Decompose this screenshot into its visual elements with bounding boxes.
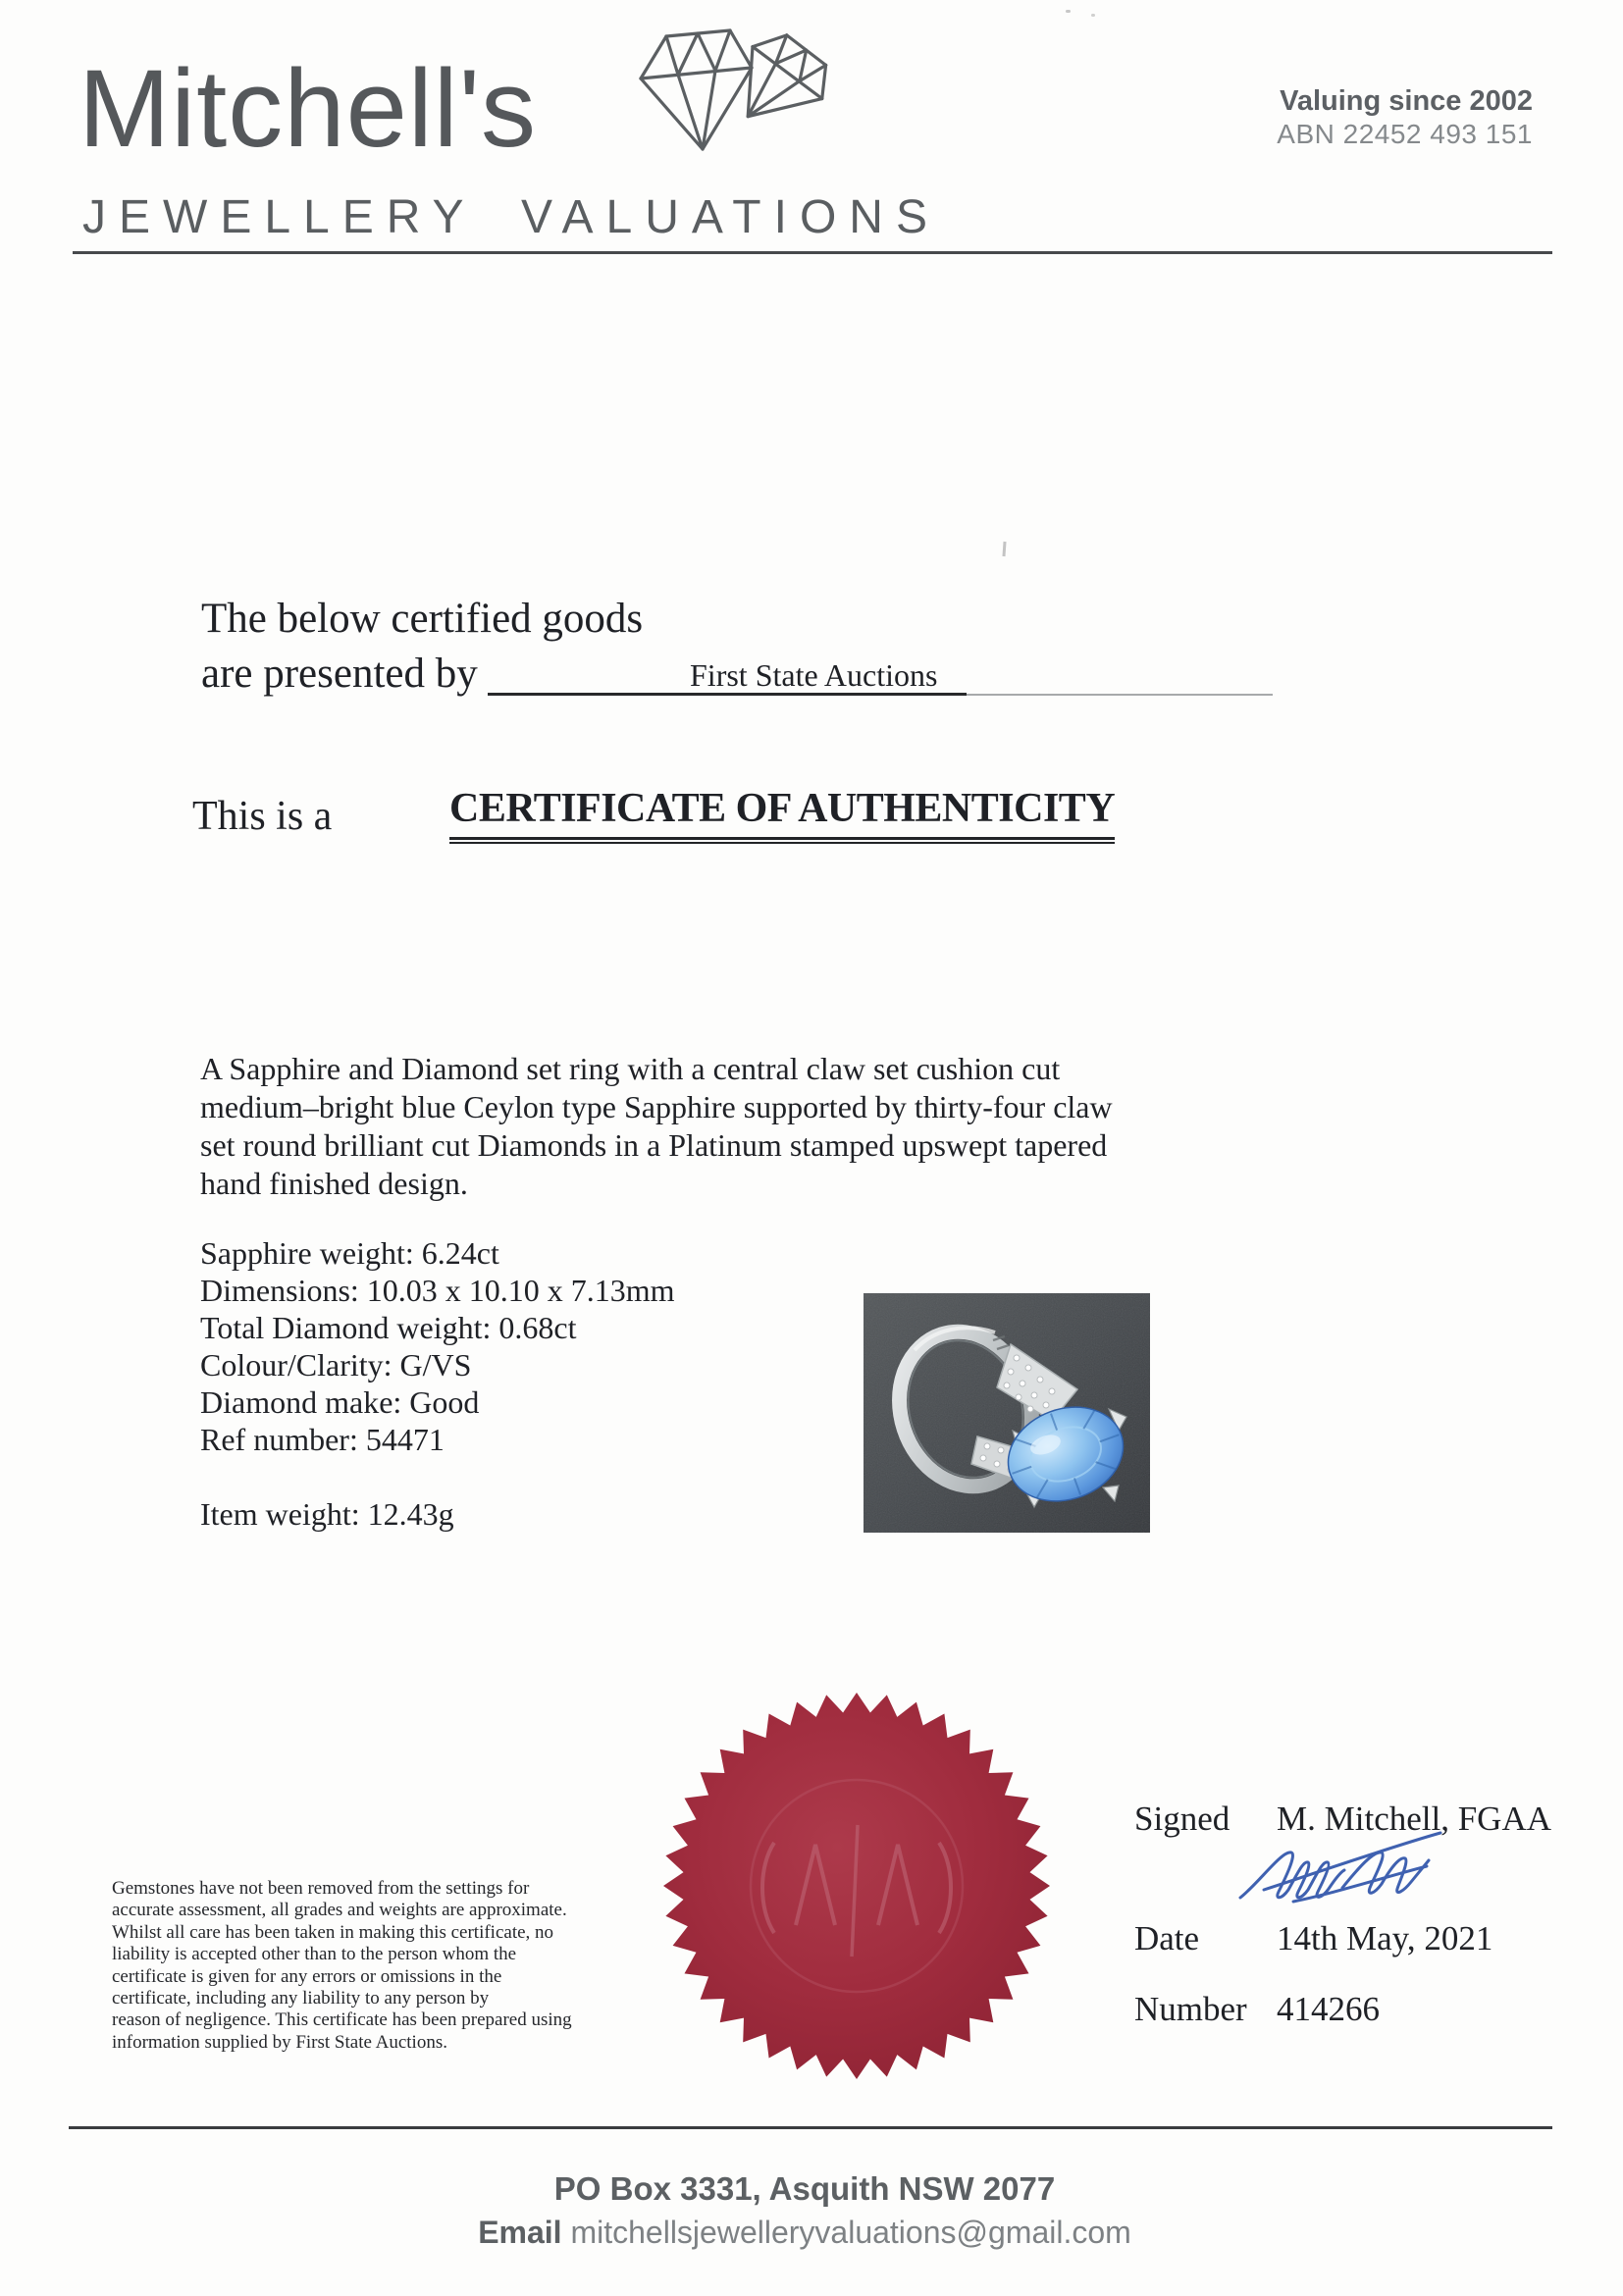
- spec-colour-clarity: Colour/Clarity: G/VS: [200, 1347, 472, 1383]
- diamonds-logo-icon: [633, 22, 835, 186]
- date-label: Date: [1134, 1919, 1200, 1957]
- scan-speck: [1091, 14, 1095, 17]
- embossed-seal: [660, 1690, 1053, 2082]
- footer-address: PO Box 3331, Asquith NSW 2077: [553, 2170, 1056, 2207]
- presenter-underline: [488, 693, 967, 696]
- spec-list: [200, 1234, 675, 1458]
- footer-email-label: Email: [478, 2215, 562, 2250]
- scan-speck: [1066, 10, 1071, 13]
- header-divider: [73, 251, 1552, 254]
- abn-text: ABN 22452 493 151: [1277, 119, 1533, 149]
- date-value: 14th May, 2021: [1277, 1919, 1493, 1957]
- spec-diamond-weight: Total Diamond weight: 0.68ct: [200, 1310, 577, 1345]
- spec-dimensions: Dimensions: 10.03 x 10.10 x 7.13mm: [200, 1273, 675, 1308]
- signed-value: M. Mitchell, FGAA: [1277, 1800, 1551, 1838]
- valuing-since-text: Valuing since 2002: [1280, 85, 1533, 117]
- presented-line-1: The below certified goods: [201, 596, 644, 642]
- spec-item-weight: Item weight: 12.43g: [200, 1496, 454, 1532]
- number-value: 414266: [1277, 1990, 1380, 2028]
- presenter-underline-extension: [967, 694, 1273, 696]
- description-line: A Sapphire and Diamond set ring with a central claw set cushion cut: [200, 1051, 1061, 1086]
- item-description: [200, 1050, 1113, 1203]
- scan-speck: [1002, 542, 1006, 556]
- presented-line-2: are presented by: [201, 651, 478, 697]
- signature: [1234, 1827, 1486, 1911]
- disclaimer-text: Gemstones have not been removed from the settings for accurate assessment, all grades and weights are approximate. Whilst all care has been taken in making this certificate, no liability is accepted other than to the person whom the certificate is given for any errors or omissions in the certificate, including any liability to any person by reason of negligence. This certificate has been prepared using information supplied by First State Auctions.: [112, 1878, 572, 2053]
- spec-sapphire-weight: Sapphire weight: 6.24ct: [200, 1235, 499, 1271]
- certificate-title: CERTIFICATE OF AUTHENTICITY: [449, 783, 1115, 844]
- footer-divider: [69, 2126, 1552, 2129]
- ring-photo: [864, 1293, 1150, 1533]
- spec-ref-number: Ref number: 54471: [200, 1422, 445, 1457]
- signed-label: Signed: [1134, 1800, 1230, 1838]
- footer-email-value: mitchellsjewelleryvaluations@gmail.com: [570, 2215, 1131, 2250]
- title-intro: This is a: [192, 794, 333, 839]
- number-label: Number: [1134, 1990, 1247, 2028]
- header-meta: [1217, 84, 1533, 151]
- spec-diamond-make: Diamond make: Good: [200, 1384, 480, 1420]
- description-line: medium–bright blue Ceylon type Sapphire supported by thirty-four claw: [200, 1089, 1113, 1124]
- description-line: set round brilliant cut Diamonds in a Platinum stamped upswept tapered: [200, 1127, 1108, 1163]
- footer-email: [285, 2212, 1325, 2253]
- brand-name: Mitchell's: [79, 47, 538, 170]
- presenter-name: First State Auctions: [690, 657, 938, 693]
- description-line: hand finished design.: [200, 1166, 468, 1201]
- brand-tagline: JEWELLERY VALUATIONS: [82, 191, 940, 243]
